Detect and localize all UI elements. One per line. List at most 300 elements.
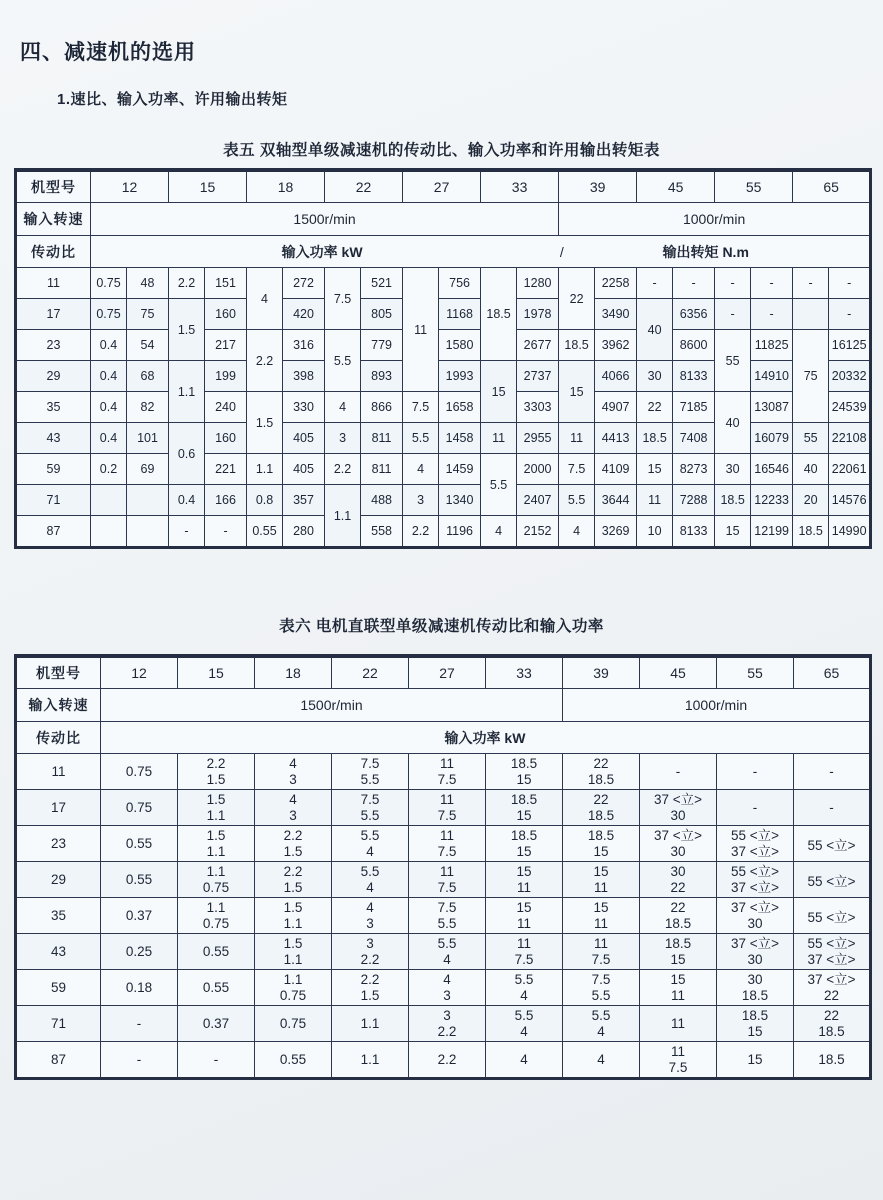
- t6-cell: 5.5 4: [486, 970, 563, 1006]
- t6-cell: 0.55: [101, 826, 178, 862]
- t5-cell: 1978: [517, 299, 559, 330]
- t6-cell: 37 <立> 30: [717, 898, 794, 934]
- t5-cell: 54: [127, 330, 169, 361]
- t5-cell: 1993: [439, 361, 481, 392]
- t5-cell: 55: [715, 330, 751, 392]
- t5-cell: 0.8: [247, 485, 283, 516]
- t5-speed-row: [16, 203, 871, 236]
- t5-cell: 13087: [751, 392, 793, 423]
- t5-cell: 357: [283, 485, 325, 516]
- t5-cell: 0.4: [91, 330, 127, 361]
- t6-model-45: 45: [640, 656, 717, 689]
- t6-cell: 7.5 5.5: [563, 970, 640, 1006]
- t6-model-22: 22: [332, 656, 409, 689]
- t5-cell: 217: [205, 330, 247, 361]
- t5-cell: 866: [361, 392, 403, 423]
- t5-cell: -: [715, 299, 751, 330]
- table-row: [16, 970, 871, 1006]
- t5-cell: 18.5: [715, 485, 751, 516]
- t6-ratio-value: 87: [16, 1042, 101, 1079]
- t5-cell: 1.1: [247, 454, 283, 485]
- t5-cell: 805: [361, 299, 403, 330]
- t5-model-65: 65: [793, 170, 871, 203]
- t6-cell: 18.5 15: [563, 826, 640, 862]
- t5-cell: -: [205, 516, 247, 548]
- t6-cell: 5.5 4: [332, 862, 409, 898]
- t5-model-39: 39: [559, 170, 637, 203]
- t5-cell: 405: [283, 454, 325, 485]
- table5: [14, 168, 872, 549]
- t6-cell: 22 18.5: [794, 1006, 871, 1042]
- t6-cell: 18.5 15: [486, 754, 563, 790]
- t6-cell: 0.75: [101, 754, 178, 790]
- t5-model-label: 机型号: [16, 170, 91, 203]
- t6-cell: 4: [563, 1042, 640, 1079]
- t6-model-65: 65: [794, 656, 871, 689]
- t5-cell: 0.6: [169, 423, 205, 485]
- t5-cell: 8133: [673, 516, 715, 548]
- t5-cell: 12233: [751, 485, 793, 516]
- table-row: [16, 898, 871, 934]
- t6-cell: -: [178, 1042, 255, 1079]
- t5-cell: 4: [403, 454, 439, 485]
- t6-ratio-value: 11: [16, 754, 101, 790]
- t6-cell: 11 7.5: [486, 934, 563, 970]
- t5-cell: 3303: [517, 392, 559, 423]
- table5-caption: 表五 双轴型单级减速机的传动比、输入功率和许用输出转矩表: [223, 142, 660, 159]
- t5-cell: 30: [715, 454, 751, 485]
- t6-cell: 22 18.5: [640, 898, 717, 934]
- t6-cell: 37 <立> 30: [717, 934, 794, 970]
- t6-ratio-value: 71: [16, 1006, 101, 1042]
- t5-cell: 22108: [829, 423, 871, 454]
- t6-cell: 7.5 5.5: [332, 790, 409, 826]
- table-row: [16, 934, 871, 970]
- t5-cell: 0.4: [91, 361, 127, 392]
- t5-cell: 405: [283, 423, 325, 454]
- t5-cell: 82: [127, 392, 169, 423]
- t5-ratio-value: 29: [16, 361, 91, 392]
- t6-cell: 5.5 4: [409, 934, 486, 970]
- t5-cell: 5.5: [325, 330, 361, 392]
- t5-cell: 779: [361, 330, 403, 361]
- t5-cell: 3490: [595, 299, 637, 330]
- t6-cell: 5.5 4: [486, 1006, 563, 1042]
- t6-cell: 4 3: [255, 790, 332, 826]
- t6-cell: 1.1 0.75: [178, 862, 255, 898]
- t6-cell: 1.5 1.1: [255, 934, 332, 970]
- t6-cell: 11 7.5: [409, 790, 486, 826]
- t6-cell: 1.1 0.75: [178, 898, 255, 934]
- t5-model-18: 18: [247, 170, 325, 203]
- t6-cell: 55 <立>: [794, 862, 871, 898]
- t5-cell: 22061: [829, 454, 871, 485]
- t5-cell: 14576: [829, 485, 871, 516]
- t5-cell: 1.5: [247, 392, 283, 454]
- t5-cell: 7.5: [403, 392, 439, 423]
- t5-cell: 7408: [673, 423, 715, 454]
- table-row: [16, 1042, 871, 1079]
- t6-cell: 15 11: [640, 970, 717, 1006]
- t5-cell: 20332: [829, 361, 871, 392]
- t6-cell: 0.75: [101, 790, 178, 826]
- t6-cell: 4 3: [409, 970, 486, 1006]
- t6-cell: 1.1 0.75: [255, 970, 332, 1006]
- t5-cell: 75: [793, 330, 829, 423]
- t6-cell: 30 18.5: [717, 970, 794, 1006]
- t5-cell: [127, 485, 169, 516]
- t6-cell: 4 3: [332, 898, 409, 934]
- t5-ratio-value: 11: [16, 268, 91, 299]
- t5-cell: 15: [481, 361, 517, 423]
- t5-cell: 18.5: [559, 330, 595, 361]
- t5-cell: 893: [361, 361, 403, 392]
- t6-cell: 0.55: [101, 862, 178, 898]
- t5-ratio-value: 17: [16, 299, 91, 330]
- t5-cell: 48: [127, 268, 169, 299]
- t5-cell: 0.75: [91, 299, 127, 330]
- table6: [14, 654, 872, 1080]
- t6-cell: 5.5 4: [332, 826, 409, 862]
- t5-cell: 4: [247, 268, 283, 330]
- t5-cell: 151: [205, 268, 247, 299]
- t6-power-unit-label: 输入功率 kW: [444, 729, 526, 746]
- t6-cell: -: [101, 1006, 178, 1042]
- t5-model-45: 45: [637, 170, 715, 203]
- t5-cell: 2677: [517, 330, 559, 361]
- t5-cell: 1.1: [169, 361, 205, 423]
- t6-cell: 37 <立> 30: [640, 826, 717, 862]
- t6-cell: 7.5 5.5: [409, 898, 486, 934]
- t5-torque-unit-label: 输出转矩 N.m: [662, 243, 749, 260]
- t5-cell: 11: [637, 485, 673, 516]
- t5-cell: 420: [283, 299, 325, 330]
- t6-cell: 4: [486, 1042, 563, 1079]
- t5-cell: 68: [127, 361, 169, 392]
- t6-speed-row: [16, 689, 871, 722]
- t6-ratio-value: 59: [16, 970, 101, 1006]
- table-row: [16, 790, 871, 826]
- t5-cell: 4109: [595, 454, 637, 485]
- t6-cell: 55 <立> 37 <立>: [717, 862, 794, 898]
- t5-cell: 756: [439, 268, 481, 299]
- t5-cell: 0.2: [91, 454, 127, 485]
- t5-cell: 10: [637, 516, 673, 548]
- t5-cell: 4413: [595, 423, 637, 454]
- table-row: [16, 754, 871, 790]
- t6-cell: 1.5 1.1: [255, 898, 332, 934]
- t5-cell: 5.5: [481, 454, 517, 516]
- t5-cell: 15: [715, 516, 751, 548]
- t5-cell: 398: [283, 361, 325, 392]
- table-row: [16, 268, 871, 299]
- t6-cell: 0.37: [101, 898, 178, 934]
- table-row: [16, 826, 871, 862]
- t5-units-cell: [91, 236, 871, 268]
- t6-cell: 30 22: [640, 862, 717, 898]
- section-subtitle: 1.速比、输入功率、许用输出转矩: [57, 91, 288, 108]
- t5-cell: 40: [715, 392, 751, 454]
- page-title: 四、减速机的选用: [20, 41, 196, 64]
- t5-cell: 0.4: [91, 423, 127, 454]
- t6-model-33: 33: [486, 656, 563, 689]
- table-row: [16, 485, 871, 516]
- t5-ratio-value: 43: [16, 423, 91, 454]
- t6-cell: -: [640, 754, 717, 790]
- t6-cell: 0.18: [101, 970, 178, 1006]
- t5-cell: 3269: [595, 516, 637, 548]
- t5-cell: 0.4: [91, 392, 127, 423]
- t5-cell: 0.75: [91, 268, 127, 299]
- t6-cell: 3 2.2: [409, 1006, 486, 1042]
- t6-cell: 55 <立> 37 <立>: [794, 934, 871, 970]
- t6-cell: 11 7.5: [640, 1042, 717, 1079]
- t6-cell: 2.2 1.5: [255, 862, 332, 898]
- t5-cell: 3644: [595, 485, 637, 516]
- t6-cell: 11 7.5: [563, 934, 640, 970]
- t5-ratio-value: 71: [16, 485, 91, 516]
- t5-cell: 558: [361, 516, 403, 548]
- t5-cell: 166: [205, 485, 247, 516]
- t5-cell: 2152: [517, 516, 559, 548]
- t5-cell: 4066: [595, 361, 637, 392]
- t5-cell: 160: [205, 299, 247, 330]
- t5-cell: 521: [361, 268, 403, 299]
- t5-cell: 3962: [595, 330, 637, 361]
- t5-cell: 6356: [673, 299, 715, 330]
- t5-cell: 69: [127, 454, 169, 485]
- table-row: [16, 330, 871, 361]
- t6-ratio-value: 43: [16, 934, 101, 970]
- t5-cell: 7185: [673, 392, 715, 423]
- t5-divider: /: [559, 243, 564, 260]
- t6-cell: -: [717, 754, 794, 790]
- t5-cell: [793, 299, 829, 330]
- t5-ratio-value: 23: [16, 330, 91, 361]
- t6-model-15: 15: [178, 656, 255, 689]
- t5-cell: 22: [559, 268, 595, 330]
- t5-cell: 2737: [517, 361, 559, 392]
- t5-cell: -: [751, 299, 793, 330]
- t5-cell: 330: [283, 392, 325, 423]
- t5-cell: 2258: [595, 268, 637, 299]
- t6-cell: 15: [717, 1042, 794, 1079]
- t6-speed-label: 输入转速: [16, 689, 101, 722]
- t5-cell: 11: [481, 423, 517, 454]
- t5-ratio-row: [16, 236, 871, 268]
- t5-cell: 1280: [517, 268, 559, 299]
- table-row: [16, 1006, 871, 1042]
- t6-model-55: 55: [717, 656, 794, 689]
- t6-cell: 55 <立>: [794, 826, 871, 862]
- t5-cell: 7288: [673, 485, 715, 516]
- t5-speed-label: 输入转速: [16, 203, 91, 236]
- t6-cell: 11 7.5: [409, 754, 486, 790]
- t5-cell: -: [673, 268, 715, 299]
- t6-cell: -: [794, 790, 871, 826]
- t6-cell: 15 11: [486, 862, 563, 898]
- t6-cell: 11: [640, 1006, 717, 1042]
- t5-speed-1500: 1500r/min: [91, 203, 559, 236]
- table-row: [16, 299, 871, 330]
- t6-cell: 0.75: [255, 1006, 332, 1042]
- t5-model-15: 15: [169, 170, 247, 203]
- t5-cell: 2955: [517, 423, 559, 454]
- t5-power-unit-label: 输入功率 kW: [281, 243, 363, 260]
- t5-cell: 24539: [829, 392, 871, 423]
- table-row: [16, 516, 871, 548]
- t5-cell: 221: [205, 454, 247, 485]
- t5-cell: 101: [127, 423, 169, 454]
- t5-ratio-value: 59: [16, 454, 91, 485]
- t5-cell: 18.5: [481, 268, 517, 361]
- t5-cell: 0.4: [169, 485, 205, 516]
- t5-cell: 12199: [751, 516, 793, 548]
- t5-cell: 199: [205, 361, 247, 392]
- t6-cell: 0.55: [178, 970, 255, 1006]
- t5-cell: 14910: [751, 361, 793, 392]
- t5-model-27: 27: [403, 170, 481, 203]
- t5-cell: 30: [637, 361, 673, 392]
- t5-cell: 16079: [751, 423, 793, 454]
- t5-cell: -: [715, 268, 751, 299]
- table-row: [16, 454, 871, 485]
- t5-cell: 811: [361, 423, 403, 454]
- t5-cell: 7.5: [559, 454, 595, 485]
- t5-cell: 488: [361, 485, 403, 516]
- t5-cell: 0.55: [247, 516, 283, 548]
- t6-speed-1500: 1500r/min: [101, 689, 563, 722]
- t5-cell: 2.2: [247, 330, 283, 392]
- t5-cell: 1196: [439, 516, 481, 548]
- t6-cell: 37 <立> 22: [794, 970, 871, 1006]
- t6-cell: 0.37: [178, 1006, 255, 1042]
- t6-ratio-row: [16, 722, 871, 754]
- t6-cell: 1.5 1.1: [178, 790, 255, 826]
- table-row: [16, 392, 871, 423]
- t5-cell: 14990: [829, 516, 871, 548]
- t5-cell: 40: [793, 454, 829, 485]
- t6-cell: -: [717, 790, 794, 826]
- t5-model-33: 33: [481, 170, 559, 203]
- t5-cell: -: [637, 268, 673, 299]
- t5-cell: -: [793, 268, 829, 299]
- t5-cell: 2.2: [403, 516, 439, 548]
- t5-cell: 280: [283, 516, 325, 548]
- t5-cell: 18.5: [793, 516, 829, 548]
- t5-cell: 1580: [439, 330, 481, 361]
- t5-cell: -: [169, 516, 205, 548]
- t6-cell: 18.5 15: [640, 934, 717, 970]
- t5-model-12: 12: [91, 170, 169, 203]
- t5-cell: 811: [361, 454, 403, 485]
- t6-cell: 7.5 5.5: [332, 754, 409, 790]
- t5-cell: 3: [403, 485, 439, 516]
- t6-cell: 5.5 4: [563, 1006, 640, 1042]
- t5-cell: 1458: [439, 423, 481, 454]
- t5-cell: 2407: [517, 485, 559, 516]
- t6-header-row: [16, 656, 871, 689]
- t6-cell: 1.1: [332, 1042, 409, 1079]
- t5-cell: 8273: [673, 454, 715, 485]
- t5-cell: -: [751, 268, 793, 299]
- t5-cell: [127, 516, 169, 548]
- t6-cell: 22 18.5: [563, 754, 640, 790]
- t5-cell: 240: [205, 392, 247, 423]
- t5-cell: 16546: [751, 454, 793, 485]
- t6-ratio-value: 23: [16, 826, 101, 862]
- t5-cell: 11: [559, 423, 595, 454]
- t6-ratio-value: 35: [16, 898, 101, 934]
- t6-cell: 3 2.2: [332, 934, 409, 970]
- t6-model-12: 12: [101, 656, 178, 689]
- t6-cell: 2.2 1.5: [255, 826, 332, 862]
- t5-cell: -: [829, 268, 871, 299]
- t6-cell: 15 11: [563, 862, 640, 898]
- t6-cell: -: [101, 1042, 178, 1079]
- t5-cell: 16125: [829, 330, 871, 361]
- t6-model-27: 27: [409, 656, 486, 689]
- t6-cell: 1.5 1.1: [178, 826, 255, 862]
- table6-caption: 表六 电机直联型单级减速机传动比和输入功率: [279, 618, 604, 635]
- t5-cell: 4: [559, 516, 595, 548]
- t5-cell: 272: [283, 268, 325, 299]
- t6-speed-1000: 1000r/min: [563, 689, 871, 722]
- t6-model-18: 18: [255, 656, 332, 689]
- t5-cell: [91, 485, 127, 516]
- t6-cell: 11 7.5: [409, 862, 486, 898]
- t5-cell: 11: [403, 268, 439, 392]
- t6-ratio-label: 传动比: [16, 722, 101, 754]
- t5-cell: 15: [559, 361, 595, 423]
- t6-cell: 15 11: [486, 898, 563, 934]
- t6-cell: 18.5 15: [486, 826, 563, 862]
- t5-cell: 2.2: [325, 454, 361, 485]
- t5-model-22: 22: [325, 170, 403, 203]
- t5-cell: 1168: [439, 299, 481, 330]
- t5-cell: 15: [637, 454, 673, 485]
- t6-ratio-value: 29: [16, 862, 101, 898]
- t6-model-39: 39: [563, 656, 640, 689]
- t5-cell: 75: [127, 299, 169, 330]
- t6-cell: 0.25: [101, 934, 178, 970]
- t5-header-row: [16, 170, 871, 203]
- t6-cell: 2.2 1.5: [332, 970, 409, 1006]
- t5-cell: 11825: [751, 330, 793, 361]
- t5-cell: 3: [325, 423, 361, 454]
- table-row: [16, 862, 871, 898]
- t5-cell: 1459: [439, 454, 481, 485]
- t5-cell: 4907: [595, 392, 637, 423]
- t5-cell: 1.1: [325, 485, 361, 548]
- t6-cell: 4 3: [255, 754, 332, 790]
- t5-cell: 22: [637, 392, 673, 423]
- t6-cell: 0.55: [178, 934, 255, 970]
- t6-cell: 22 18.5: [563, 790, 640, 826]
- t5-cell: 2.2: [169, 268, 205, 299]
- t5-cell: 7.5: [325, 268, 361, 330]
- t6-cell: 55 <立> 37 <立>: [717, 826, 794, 862]
- t5-cell: 5.5: [559, 485, 595, 516]
- t5-cell: 160: [205, 423, 247, 454]
- t5-ratio-label: 传动比: [16, 236, 91, 268]
- t5-ratio-value: 35: [16, 392, 91, 423]
- t6-cell: 2.2 1.5: [178, 754, 255, 790]
- t6-cell: 18.5 15: [717, 1006, 794, 1042]
- t6-cell: 55 <立>: [794, 898, 871, 934]
- t5-cell: 1340: [439, 485, 481, 516]
- t5-cell: 40: [637, 299, 673, 361]
